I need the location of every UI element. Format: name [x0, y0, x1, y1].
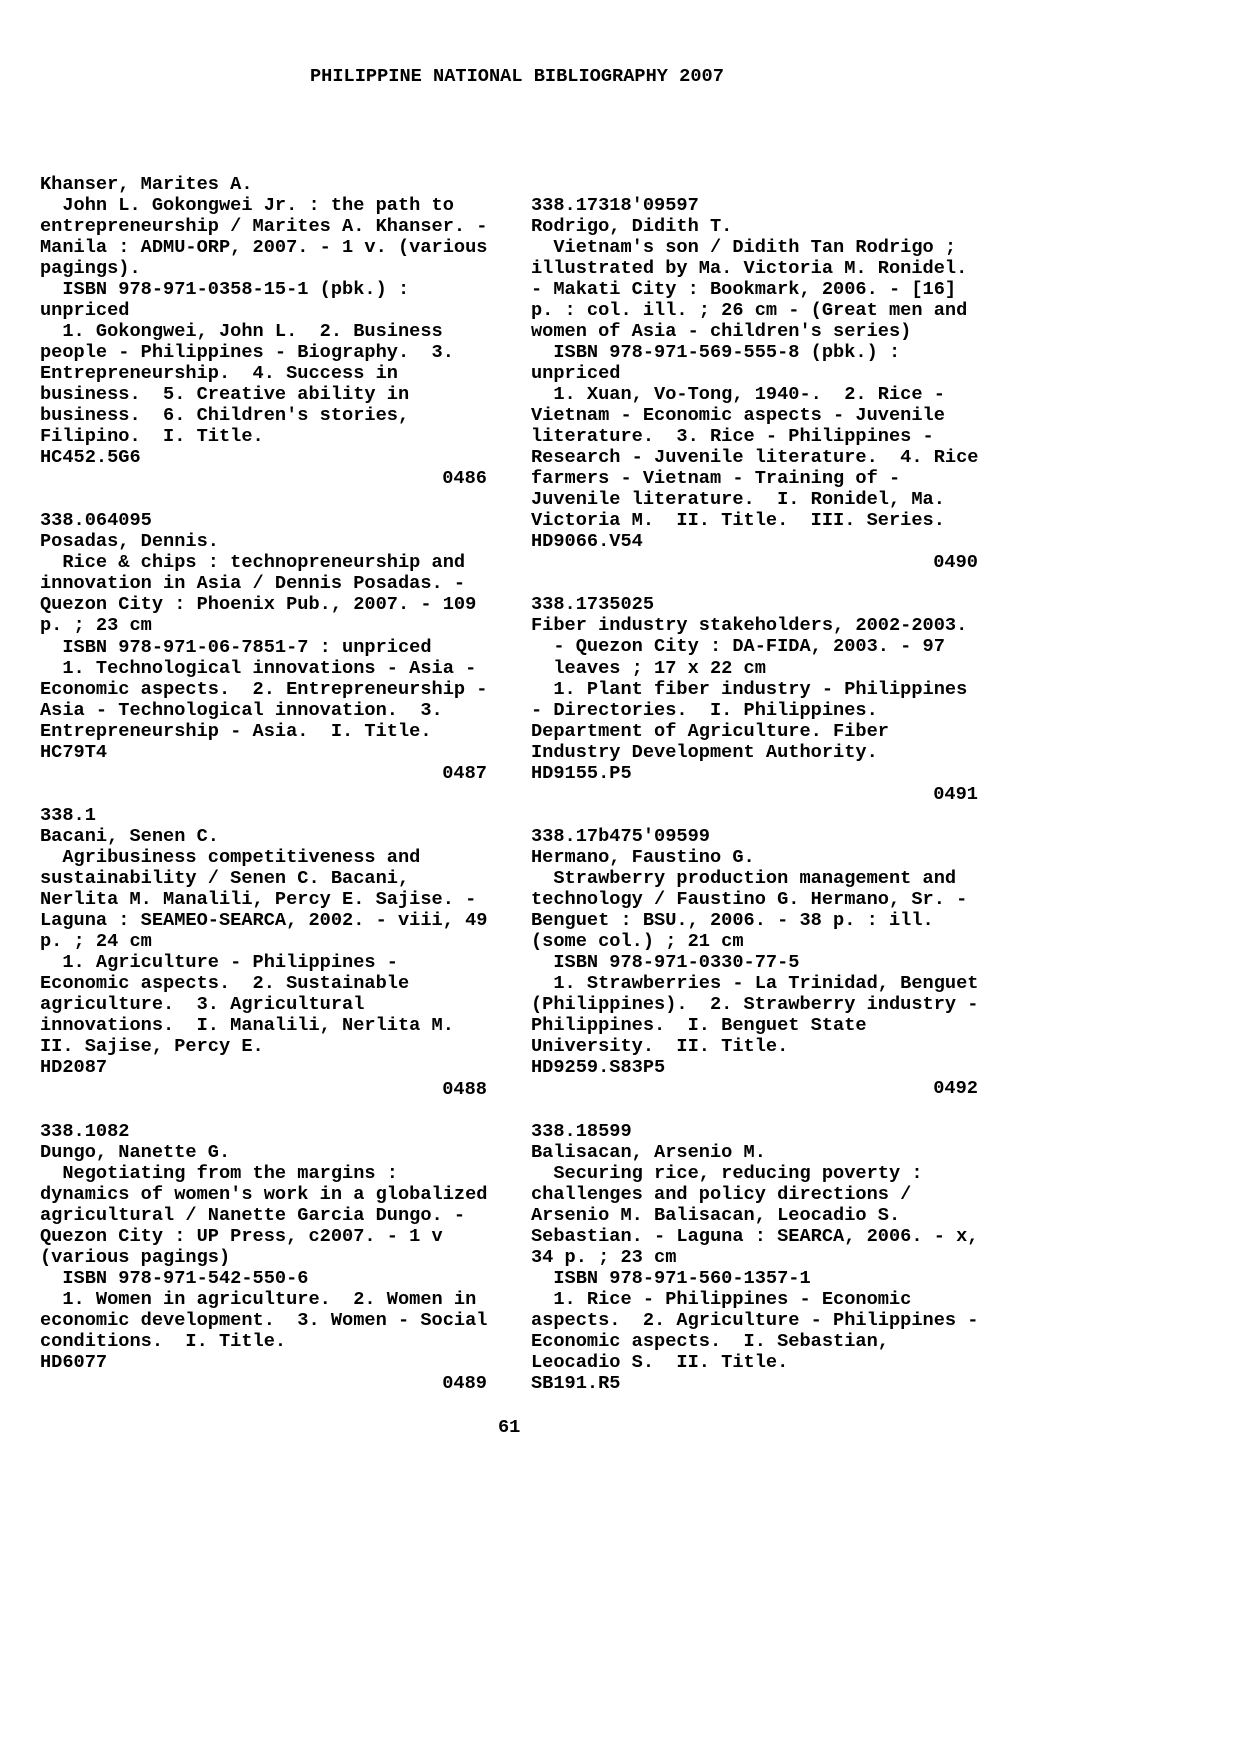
paragraph-line: ISBN 978-971-06-7851-7 : unpriced	[62, 635, 432, 658]
paragraph-line: Sebastian. - Laguna : SEARCA, 2006. - x,	[531, 1224, 979, 1247]
paragraph-line: - Quezon City : DA-FIDA, 2003. - 97	[553, 635, 945, 658]
paragraph-line: women of Asia - children's series)	[531, 319, 912, 342]
left-column	[40, 174, 487, 1416]
paragraph-line: Economic aspects. 2. Sustainable	[40, 972, 410, 995]
paragraph-line: Manila : ADMU-ORP, 2007. - 1 v. (various	[40, 235, 488, 258]
paragraph-line: Vietnam's son / Didith Tan Rodrigo ;	[553, 235, 957, 258]
paragraph-line: Department of Agriculture. Fiber	[531, 719, 889, 742]
paragraph-line: Research - Juvenile literature. 4. Rice	[531, 446, 979, 469]
paragraph-line: Quezon City : UP Press, c2007. - 1 v	[40, 1224, 443, 1247]
lc-call-number: SB191.R5	[531, 1372, 621, 1395]
paragraph-line: Juvenile literature. I. Ronidel, Ma.	[531, 488, 945, 511]
title-statement	[531, 237, 978, 342]
entry-number: 0488	[442, 1077, 487, 1100]
paragraph-line: Victoria M. II. Title. III. Series.	[531, 509, 945, 532]
title-statement	[40, 195, 487, 279]
paragraph-line: innovation in Asia / Dennis Posadas. -	[40, 572, 466, 595]
paragraph-line: 1. Technological innovations - Asia -	[62, 656, 477, 679]
bibliographic-entry	[40, 510, 487, 784]
classification-number: 338.18599	[531, 1119, 632, 1142]
paragraph-line: 1. Plant fiber industry - Philippines	[553, 677, 968, 700]
paragraph-line: ISBN 978-971-542-550-6	[62, 1266, 309, 1289]
classification-number: 338.1	[40, 803, 96, 826]
main-entry-heading: Posadas, Dennis.	[40, 530, 219, 553]
paragraph-line: aspects. 2. Agriculture - Philippines -	[531, 1308, 979, 1331]
title-statement	[40, 1163, 487, 1268]
paragraph-line: 1. Agriculture - Philippines -	[62, 951, 398, 974]
paragraph-line: (various pagings)	[40, 1245, 231, 1268]
subject-tracings	[531, 679, 978, 763]
bibliographic-entry	[531, 826, 978, 1100]
paragraph-line: innovations. I. Manalili, Nerlita M.	[40, 1014, 454, 1037]
paragraph-line: Securing rice, reducing poverty :	[553, 1161, 923, 1184]
paragraph-line: Industry Development Authority.	[531, 740, 878, 763]
paragraph-line: p. : col. ill. ; 26 cm - (Great men and	[531, 298, 968, 321]
isbn-note	[40, 279, 487, 321]
paragraph-line: ISBN 978-971-560-1357-1	[553, 1266, 811, 1289]
isbn-note	[40, 1268, 487, 1289]
isbn-note	[531, 1268, 978, 1289]
paragraph-line: leaves ; 17 x 22 cm	[553, 656, 766, 679]
paragraph-line: challenges and policy directions /	[531, 1182, 912, 1205]
paragraph-line: 34 p. ; 23 cm	[531, 1245, 677, 1268]
classification-number: 338.17318'09597	[531, 193, 699, 216]
paragraph-line: Leocadio S. II. Title.	[531, 1351, 789, 1374]
classification-number: 338.1082	[40, 1119, 130, 1142]
paragraph-line: ISBN 978-971-569-555-8 (pbk.) :	[553, 340, 901, 363]
running-header: PHILIPPINE NATIONAL BIBLIOGRAPHY 2007	[310, 65, 724, 87]
paragraph-line: John L. Gokongwei Jr. : the path to	[62, 193, 454, 216]
paragraph-line: dynamics of women's work in a globalized	[40, 1182, 488, 1205]
paragraph-line: people - Philippines - Biography. 3.	[40, 340, 454, 363]
paragraph-line: - Directories. I. Philippines.	[531, 698, 878, 721]
paragraph-line: Economic aspects. I. Sebastian,	[531, 1330, 889, 1353]
paragraph-line: economic development. 3. Women - Social	[40, 1309, 488, 1332]
main-entry-heading: Khanser, Marites A.	[40, 172, 253, 195]
entry-number: 0492	[933, 1077, 978, 1100]
isbn-note	[531, 342, 978, 384]
lc-call-number: HD9155.P5	[531, 761, 632, 784]
entry-number: 0487	[442, 761, 487, 784]
paragraph-line: (Philippines). 2. Strawberry industry -	[531, 993, 979, 1016]
paragraph-line: conditions. I. Title.	[40, 1330, 287, 1353]
lc-call-number: HD9259.S83P5	[531, 1056, 666, 1079]
lc-call-number: HC452.5G6	[40, 446, 141, 469]
main-entry-heading: Fiber industry stakeholders, 2002-2003.	[531, 614, 968, 637]
paragraph-line: (some col.) ; 21 cm	[531, 930, 744, 953]
title-statement	[40, 552, 487, 636]
paragraph-line: Rice & chips : technopreneurship and	[62, 551, 466, 574]
classification-number: 338.064095	[40, 509, 152, 532]
paragraph-line: Strawberry production management and	[553, 867, 957, 889]
paragraph-line: 1. Gokongwei, John L. 2. Business	[62, 319, 443, 342]
paragraph-line: Economic aspects. 2. Entrepreneurship -	[40, 677, 488, 700]
paragraph-line: agriculture. 3. Agricultural	[40, 993, 365, 1016]
bibliographic-entry	[531, 1121, 978, 1395]
main-entry-heading: Balisacan, Arsenio M.	[531, 1140, 766, 1163]
paragraph-line: technology / Faustino G. Hermano, Sr. -	[531, 888, 968, 911]
entry-number: 0490	[933, 551, 978, 574]
main-entry-heading: Hermano, Faustino G.	[531, 845, 755, 868]
subject-tracings	[531, 384, 978, 531]
bibliographic-entry	[40, 805, 487, 1100]
paragraph-line: p. ; 23 cm	[40, 614, 152, 637]
paragraph-line: II. Sajise, Percy E.	[40, 1035, 264, 1058]
paragraph-line: Laguna : SEAMEO-SEARCA, 2002. - viii, 49	[40, 909, 488, 932]
paragraph-line: agricultural / Nanette Garcia Dungo. -	[40, 1203, 466, 1226]
isbn-note	[40, 637, 487, 658]
paragraph-line: Vietnam - Economic aspects - Juvenile	[531, 403, 945, 426]
paragraph-line: Nerlita M. Manalili, Percy E. Sajise. -	[40, 888, 477, 911]
paragraph-line: unpriced	[40, 298, 130, 321]
paragraph-line: 1. Rice - Philippines - Economic	[553, 1287, 912, 1310]
classification-number: 338.17b475'09599	[531, 824, 710, 847]
subject-tracings	[40, 321, 487, 447]
entry-number: 0486	[442, 467, 487, 490]
subject-tracings	[531, 1289, 978, 1373]
paragraph-line: Asia - Technological innovation. 3.	[40, 698, 443, 721]
paragraph-line: Arsenio M. Balisacan, Leocadio S.	[531, 1203, 901, 1226]
main-entry-heading: Rodrigo, Didith T.	[531, 214, 733, 237]
main-entry-heading: Dungo, Nanette G.	[40, 1140, 231, 1163]
page-number: 61	[498, 1416, 521, 1438]
paragraph-line: entrepreneurship / Marites A. Khanser. -	[40, 214, 488, 237]
paragraph-line: literature. 3. Rice - Philippines -	[531, 425, 934, 448]
paragraph-line: p. ; 24 cm	[40, 930, 152, 953]
lc-call-number: HC79T4	[40, 740, 108, 763]
paragraph-line: Entrepreneurship. 4. Success in	[40, 361, 398, 384]
paragraph-line: sustainability / Senen C. Bacani,	[40, 867, 410, 890]
paragraph-line: business. 5. Creative ability in	[40, 382, 410, 405]
paragraph-line: illustrated by Ma. Victoria M. Ronidel.	[531, 256, 968, 279]
title-statement	[531, 1163, 978, 1268]
paragraph-line: pagings).	[40, 256, 141, 279]
paragraph-line: University. II. Title.	[531, 1035, 789, 1058]
paragraph-line: business. 6. Children's stories,	[40, 404, 410, 427]
subject-tracings	[531, 973, 978, 1057]
paragraph-line: - Makati City : Bookmark, 2006. - [16]	[531, 277, 957, 300]
paragraph-line: Agribusiness competitiveness and	[62, 846, 421, 868]
paragraph-line: ISBN 978-971-0358-15-1 (pbk.) :	[62, 277, 410, 300]
isbn-note	[531, 952, 978, 973]
paragraph-line: Negotiating from the margins :	[62, 1161, 398, 1184]
entry-number: 0491	[933, 782, 978, 805]
paragraph-line: Quezon City : Phoenix Pub., 2007. - 109	[40, 593, 477, 616]
subject-tracings	[40, 658, 487, 742]
bibliographic-entry	[531, 594, 978, 804]
entry-number: 0489	[442, 1372, 487, 1395]
paragraph-line: 1. Women in agriculture. 2. Women in	[62, 1287, 477, 1310]
paragraph-line: unpriced	[531, 361, 621, 384]
bibliographic-entry	[40, 1121, 487, 1395]
main-entry-heading: Bacani, Senen C.	[40, 824, 219, 847]
bibliographic-entry	[40, 174, 487, 490]
paragraph-line: 1. Strawberries - La Trinidad, Benguet	[553, 972, 979, 995]
lc-call-number: HD9066.V54	[531, 530, 643, 553]
lc-call-number: HD6077	[40, 1351, 108, 1374]
subject-tracings	[40, 952, 487, 1057]
paragraph-line: 1. Xuan, Vo-Tong, 1940-. 2. Rice -	[553, 382, 945, 405]
title-statement	[531, 636, 978, 678]
bibliographic-entry	[531, 195, 978, 574]
lc-call-number: HD2087	[40, 1056, 108, 1079]
classification-number: 338.1735025	[531, 593, 655, 616]
paragraph-line: Entrepreneurship - Asia. I. Title.	[40, 719, 432, 742]
title-statement	[531, 868, 978, 952]
paragraph-line: Benguet : BSU., 2006. - 38 p. : ill.	[531, 909, 934, 932]
paragraph-line: Filipino. I. Title.	[40, 425, 264, 448]
paragraph-line: Philippines. I. Benguet State	[531, 1014, 867, 1037]
paragraph-line: ISBN 978-971-0330-77-5	[553, 951, 800, 974]
title-statement	[40, 847, 487, 952]
right-column	[531, 195, 978, 1416]
paragraph-line: farmers - Vietnam - Training of -	[531, 467, 901, 490]
subject-tracings	[40, 1289, 487, 1352]
